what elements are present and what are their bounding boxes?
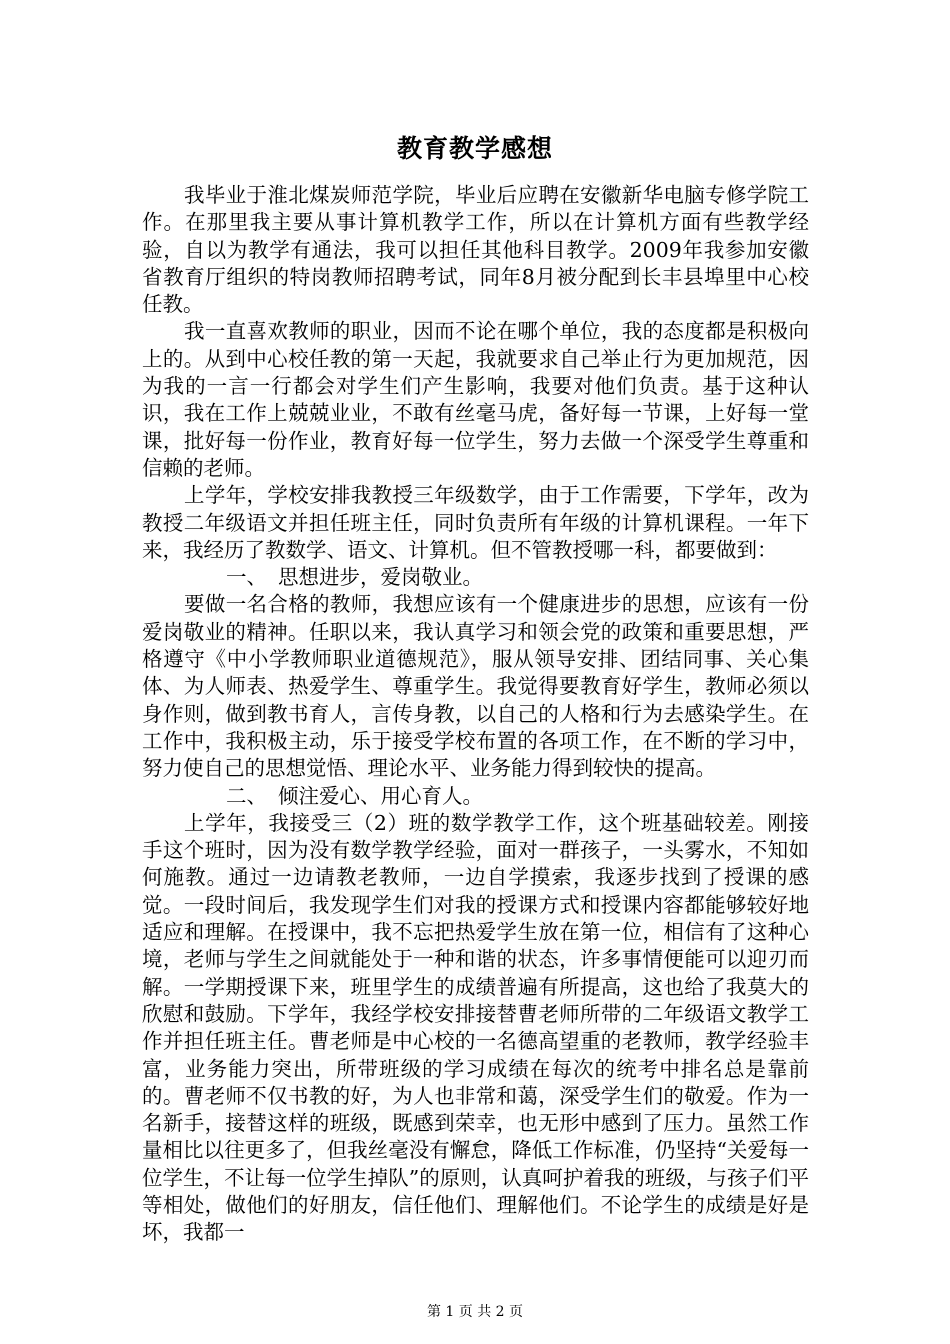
- page-footer: 第 1 页 共 2 页: [426, 1304, 524, 1320]
- section-heading-2-number: 二、: [226, 783, 267, 808]
- section-heading-2: [142, 783, 809, 810]
- section-heading-1: [142, 564, 809, 591]
- paragraph-2: 我一直喜欢教师的职业，因而不论在哪个单位，我的态度都是积极向上的。从到中心校任教的第一天起，我就要求自己举止行为更加规范，因为我的一言一行都会对学生们产生影响，我要对他们负责。基于这种认识，我在工作上兢兢业业，不敢有丝毫马虎，备好每一节课，上好每一堂课，批好每一份作业，教育好每一位学生，努力去做一个深受学生尊重和信赖的老师。: [142, 319, 809, 480]
- paragraph-5: 上学年，我接受三（2）班的数学教学工作，这个班基础较差。刚接手这个班时，因为没有数学教学经验，面对一群孩子，一头雾水，不知如何施教。通过一边请教老教师，一边自学摸索，我逐步找到了授课的感觉。一段时间后，我发现学生们对我的授课方式和授课内容都能够较好地适应和理解。在授课中，我不忘把热爱学生放在第一位，相信有了这种心境，老师与学生之间就能处于一种和谐的状态，许多事情便能可以迎刃而解。一学期授课下来，班里学生的成绩普遍有所提高，这也给了我莫大的欣慰和鼓励。下学年，我经学校安排接替曹老师所带的二年级语文教学工作并担任班主任。曹老师是中心校的一名德高望重的老教师，教学经验丰富，业务能力突出，所带班级的学习成绩在每次的统考中排名总是靠前的。曹老师不仅书教的好，为人也非常和蔼，深受学生们的敬爱。作为一名新手，接替这样的班级，既感到荣幸，也无形中感到了压力。虽然工作量相比以往更多了，但我丝毫没有懈怠，降低工作标准，仍坚持“关爱每一位学生，不让每一位学生掉队”的原则，认真呵护着我的班级，与孩子们平等相处，做他们的好朋友，信任他们、理解他们。不论学生的成绩是好是坏，我都一: [142, 810, 809, 1245]
- document-body: [142, 182, 809, 1247]
- section-heading-1-text: 思想进步，爱岗敬业。: [278, 565, 483, 590]
- section-heading-1-number: 一、: [226, 565, 267, 590]
- paragraph-3: 上学年，学校安排我教授三年级数学，由于工作需要，下学年，改为教授二年级语文并担任班主任，同时负责所有年级的计算机课程。一年下来，我经历了教数学、语文、计算机。但不管教授哪一科，都要做到：: [142, 483, 809, 562]
- paragraph-4: 要做一名合格的教师，我想应该有一个健康进步的思想，应该有一份爱岗敬业的精神。任职以来，我认真学习和领会党的政策和重要思想，严格遵守《中小学教师职业道德规范》，服从领导安排、团结同事、关心集体、为人师表、热爱学生、尊重学生。我觉得要教育好学生，教师必须以身作则，做到教书育人，言传身教，以自己的人格和行为去感染学生。在工作中，我积极主动，乐于接受学校布置的各项工作，在不断的学习中，努力使自己的思想觉悟、理论水平、业务能力得到较快的提高。: [142, 592, 809, 781]
- paragraph-1: 我毕业于淮北煤炭师范学院，毕业后应聘在安徽新华电脑专修学院工作。在那里我主要从事计算机教学工作，所以在计算机方面有些教学经验，自以为教学有通法，我可以担任其他科目教学。2009年我参加安徽省教育厅组织的特岗教师招聘考试，同年8月被分配到长丰县埠里中心校任教。: [142, 183, 809, 317]
- document-title: 教育教学感想: [396, 134, 553, 163]
- section-heading-2-text: 倾注爱心、用心育人。: [278, 783, 483, 808]
